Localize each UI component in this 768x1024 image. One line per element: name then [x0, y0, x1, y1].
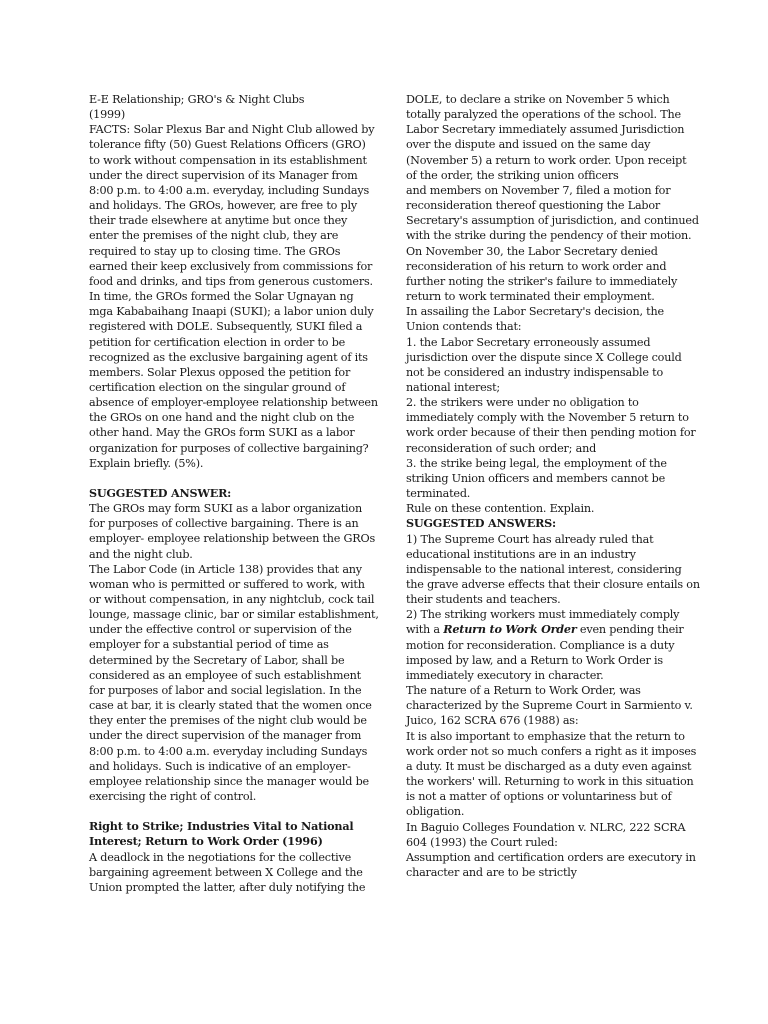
- answer-2-emphasis: Return to Work Order: [443, 622, 577, 637]
- right-column: [406, 92, 700, 880]
- question-2-answer-2-paragraph-5: Assumption and certification orders are executory in character and are to be strictly: [406, 850, 696, 879]
- question-2-facts-continued-2: and members on November 7, filed a motion for reconsideration thereof questioning the Labor Secretary's assumption of jurisdiction, and continued with the strike during the pendency of their motion.: [406, 183, 699, 243]
- question-1-facts: FACTS: Solar Plexus Bar and Night Club allowed by tolerance fifty (50) Guest Relations Officers (GRO) to work without compensation in its establishment under the direct supervision of its Manager from 8:00 p.m. to 4:00 a.m. everyday, including Sundays and holidays. The GROs, however, are free to ply their trade elsewhere at anytime but once they enter the premises of the night club, they are required to stay up to closing time. The GROs earned their keep exclusively from commissions for food and drinks, and tips from generous customers. In time, the GROs formed the Solar Ugnayan ng mga Kababaihang Inaapi (SUKI); a labor union duly registered with DOLE. Subsequently, SUKI filed a petition for certification election in order to be recognized as the exclusive bargaining agent of its members. Solar Plexus opposed the petition for certification election on the singular ground of absence of employer-employee relationship between the GROs on one hand and the night club on the other hand. May the GROs form SUKI as a labor organization for purposes of collective bargaining? Explain briefly. (5%).: [89, 123, 378, 470]
- question-2-rule-prompt: Rule on these contention. Explain.: [406, 502, 595, 516]
- left-column: [89, 92, 379, 895]
- question-2-answer-2-paragraph-3: It is also important to emphasize that the return to work order not so much confers a right as it imposes a duty. It must be discharged as a duty even against the workers' will. Returning to work in this situation is not a matter of options or voluntariness but of obligation.: [406, 729, 697, 819]
- question-2-contention-1: 1. the Labor Secretary erroneously assumed jurisdiction over the dispute since X College could not be considered an industry indispensable to national interest;: [406, 335, 682, 394]
- question-2-contention-2: 2. the strikers were under no obligation to immediately comply with the November 5 return to work order because of their then pending motion for reconsideration of such order; and: [406, 396, 696, 455]
- question-2-answer-2: [406, 607, 700, 683]
- question-2-facts-start: A deadlock in the negotiations for the collective bargaining agreement between X College and the Union prompted the latter, after duly notifying the: [89, 850, 366, 894]
- spacer: [89, 471, 379, 486]
- question-2-title: Right to Strike; Industries Vital to National Interest; Return to Work Order (1996): [89, 819, 354, 849]
- answer-2-text-start: 2) The striking workers must immediately comply with a: [406, 608, 680, 637]
- question-2-facts-continued-4: In assailing the Labor Secretary's decision, the Union contends that:: [406, 305, 664, 334]
- question-1-title: E-E Relationship; GRO's & Night Clubs: [89, 93, 305, 106]
- question-1-answer-heading: SUGGESTED ANSWER:: [89, 485, 232, 500]
- question-2-answer-1: 1) The Supreme Court has already ruled that educational institutions are in an industry indispensable to the national interest, considering the grave adverse effects that their closure entails on their students and teachers.: [406, 532, 700, 607]
- answer-2-text-end: even pending their motion for reconsideration. Compliance is a duty imposed by law, and a Return to Work Order is immediately executory in character.: [406, 623, 684, 682]
- question-2-facts-continued: DOLE, to declare a strike on November 5 which totally paralyzed the operations of the school. The Labor Secretary immediately assumed Jurisdiction over the dispute and issued on the same day (November 5) a return to work order. Upon receipt of the order, the striking union officers: [406, 93, 687, 182]
- question-1-year: (1999): [89, 108, 126, 122]
- question-1-answer-paragraph-2: The Labor Code (in Article 138) provides that any woman who is permitted or suffered to work, with or without compensation, in any nightclub, cock tail lounge, massage clinic, bar or similar establishment, under the effective control or supervision of the employer for a substantial period of time as determined by the Secretary of Labor, shall be considered as an employee of such establishment for purposes of labor and social legislation. In the case at bar, it is clearly stated that the women once they enter the premises of the night club would be under the direct supervision of the manager from 8:00 p.m. to 4:00 a.m. everyday including Sundays and holidays. Such is indicative of an employer-employee relationship since the manager would be exercising the right of control.: [89, 562, 379, 804]
- question-2-contention-3: 3. the strike being legal, the employment of the striking Union officers and members cannot be terminated.: [406, 456, 667, 501]
- spacer: [89, 804, 379, 819]
- question-2-answer-2-paragraph-4: In Baguio Colleges Foundation v. NLRC, 222 SCRA 604 (1993) the Court ruled:: [406, 820, 686, 849]
- question-2-answer-2-paragraph-2: The nature of a Return to Work Order, was characterized by the Supreme Court in Sarmiento v. Juico, 162 SCRA 676 (1988) as:: [406, 684, 693, 728]
- question-2-facts-continued-3: On November 30, the Labor Secretary denied reconsideration of his return to work order and further noting the striker's failure to immediately return to work terminated their employment.: [406, 244, 678, 304]
- question-2-answers-heading: SUGGESTED ANSWERS:: [406, 516, 556, 531]
- question-1-answer-paragraph-1: The GROs may form SUKI as a labor organization for purposes of collective bargaining. There is an employer- employee relationship between the GROs and the night club.: [89, 502, 376, 561]
